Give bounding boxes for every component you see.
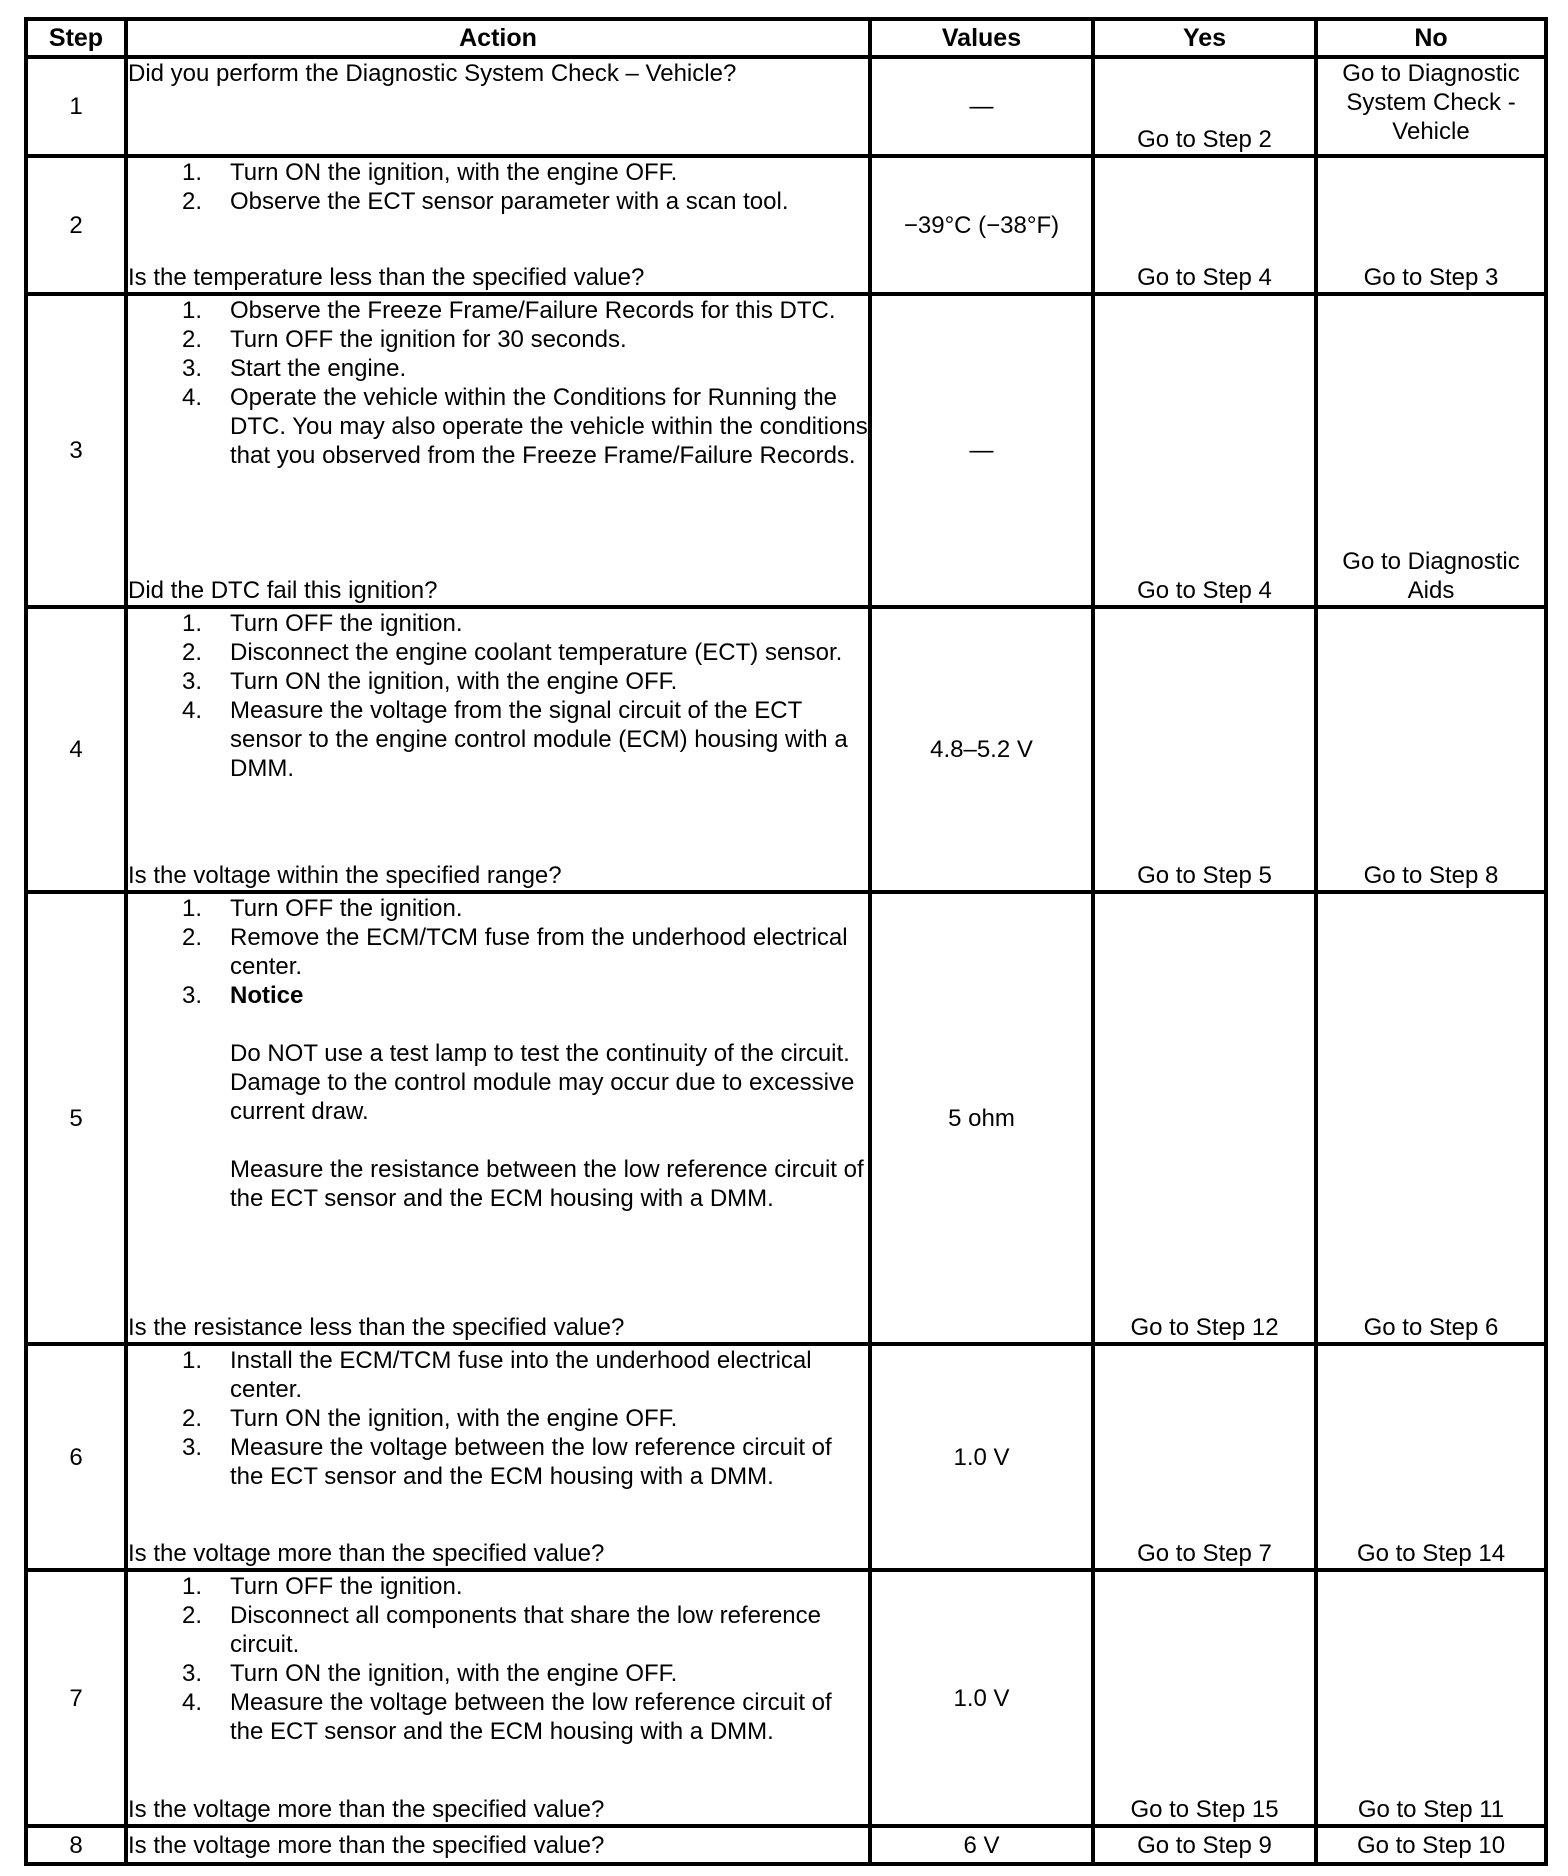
header-step: Step (26, 19, 126, 57)
action-question: Is the voltage within the specified range? (128, 862, 562, 889)
list-item: 2. Observe the ECT sensor parameter with a scan tool. (182, 188, 789, 215)
diagnostic-table (24, 17, 1548, 1866)
action-question: Is the temperature less than the specified value? (128, 264, 645, 291)
action-list (128, 158, 868, 216)
list-item: 1. Turn OFF the ignition. (182, 1573, 463, 1600)
list-item: 3. Turn ON the ignition, with the engine OFF. (182, 1660, 678, 1687)
table-row (26, 892, 1546, 1344)
list-item: 3. Measure the voltage between the low reference circuit of the ECT sensor and the ECM housing with a DMM. (182, 1434, 832, 1490)
action-cell (126, 1344, 870, 1570)
action-question: Did the DTC fail this ignition? (128, 577, 438, 604)
no-text: Go to Diagnostic System Check - Vehicle (1342, 60, 1520, 145)
list-item: 4. Operate the vehicle within the Conditions for Running the DTC. You may also operate the vehicle within the conditions that you observed from the Freeze Frame/Failure Records. (182, 384, 868, 469)
list-item: 3. Start the engine. (182, 355, 407, 382)
table-row (26, 607, 1546, 892)
list-item: 4. Measure the voltage from the signal circuit of the ECT sensor to the engine control module (ECM) housing with a DMM. (182, 697, 848, 782)
action-question: Is the voltage more than the specified value? (128, 1540, 605, 1567)
list-item: 1. Turn ON the ignition, with the engine OFF. (182, 159, 678, 186)
yes-cell: Go to Step 4 (1093, 294, 1316, 607)
header-row (26, 19, 1546, 57)
yes-cell: Go to Step 5 (1093, 607, 1316, 892)
table-row (26, 1344, 1546, 1570)
action-cell (126, 1570, 870, 1826)
value-cell: 4.8–5.2 V (870, 607, 1093, 892)
no-cell: Go to Diagnostic Aids (1316, 294, 1546, 607)
yes-cell: Go to Step 7 (1093, 1344, 1316, 1570)
no-cell (1316, 57, 1546, 156)
table-row (26, 156, 1546, 294)
value-cell: 5 ohm (870, 892, 1093, 1344)
step-number: 7 (26, 1570, 126, 1826)
no-cell: Go to Step 14 (1316, 1344, 1546, 1570)
list-item: 2. Disconnect the engine coolant temperature (ECT) sensor. (182, 639, 843, 666)
no-cell: Go to Step 8 (1316, 607, 1546, 892)
no-cell: Go to Step 11 (1316, 1570, 1546, 1826)
step-number: 8 (26, 1826, 126, 1864)
step-number: 5 (26, 892, 126, 1344)
action-question: Is the voltage more than the specified value? (128, 1796, 605, 1823)
action-cell (126, 1826, 870, 1864)
yes-cell: Go to Step 9 (1093, 1826, 1316, 1864)
step-number: 4 (26, 607, 126, 892)
step-number: 2 (26, 156, 126, 294)
measure-text: Measure the resistance between the low reference circuit of the ECT sensor and the ECM housing with a DMM. (230, 1156, 864, 1212)
header-action: Action (126, 19, 870, 57)
list-item: 2. Turn OFF the ignition for 30 seconds. (182, 326, 627, 353)
table-row (26, 1570, 1546, 1826)
no-cell: Go to Step 6 (1316, 892, 1546, 1344)
action-cell (126, 156, 870, 294)
list-item: 1. Observe the Freeze Frame/Failure Records for this DTC. (182, 297, 836, 324)
table-row (26, 1826, 1546, 1864)
list-item: 1. Turn OFF the ignition. (182, 895, 463, 922)
list-item: 4. Measure the voltage between the low reference circuit of the ECT sensor and the ECM housing with a DMM. (182, 1689, 832, 1745)
header-values: Values (870, 19, 1093, 57)
header-no: No (1316, 19, 1546, 57)
action-cell (126, 892, 870, 1344)
yes-cell: Go to Step 2 (1093, 57, 1316, 156)
yes-cell: Go to Step 15 (1093, 1570, 1316, 1826)
step-number: 3 (26, 294, 126, 607)
list-item: 1. Install the ECM/TCM fuse into the underhood electrical center. (182, 1347, 812, 1403)
action-list (128, 609, 868, 783)
no-cell: Go to Step 3 (1316, 156, 1546, 294)
action-list (128, 296, 868, 470)
yes-cell: Go to Step 4 (1093, 156, 1316, 294)
list-item: 3. Turn ON the ignition, with the engine OFF. (182, 668, 678, 695)
no-cell: Go to Step 10 (1316, 1826, 1546, 1864)
action-question: Is the resistance less than the specified value? (128, 1314, 625, 1341)
action-question: Did you perform the Diagnostic System Check – Vehicle? (128, 60, 737, 87)
list-item: 3. Notice Do NOT use a test lamp to test the continuity of the circuit. Damage to the control module may occur due to excessive current draw. Measure the resistance between the low reference circuit of the ECT sensor and the ECM housing with a DMM. (182, 981, 868, 1213)
action-cell (126, 294, 870, 607)
list-item: 1. Turn OFF the ignition. (182, 610, 463, 637)
value-cell: −39°C (−38°F) (870, 156, 1093, 294)
value-cell: — (870, 57, 1093, 156)
value-cell: 1.0 V (870, 1344, 1093, 1570)
action-list (128, 894, 868, 1213)
table-row (26, 294, 1546, 607)
action-cell (126, 57, 870, 156)
yes-cell: Go to Step 12 (1093, 892, 1316, 1344)
step-number: 6 (26, 1344, 126, 1570)
list-item: 2. Turn ON the ignition, with the engine OFF. (182, 1405, 678, 1432)
header-yes: Yes (1093, 19, 1316, 57)
action-list (128, 1346, 868, 1491)
notice-label: Notice (230, 982, 304, 1009)
list-item: 2. Disconnect all components that share the low reference circuit. (182, 1602, 821, 1658)
step-number: 1 (26, 57, 126, 156)
notice-text: Do NOT use a test lamp to test the continuity of the circuit. Damage to the control module may occur due to excessive current draw. (230, 1040, 855, 1125)
table-row (26, 57, 1546, 156)
list-item: 2. Remove the ECM/TCM fuse from the underhood electrical center. (182, 924, 848, 980)
value-cell: 1.0 V (870, 1570, 1093, 1826)
value-cell: 6 V (870, 1826, 1093, 1864)
action-cell (126, 607, 870, 892)
action-question: Is the voltage more than the specified value? (128, 1831, 605, 1859)
action-list (128, 1572, 868, 1746)
value-cell: — (870, 294, 1093, 607)
